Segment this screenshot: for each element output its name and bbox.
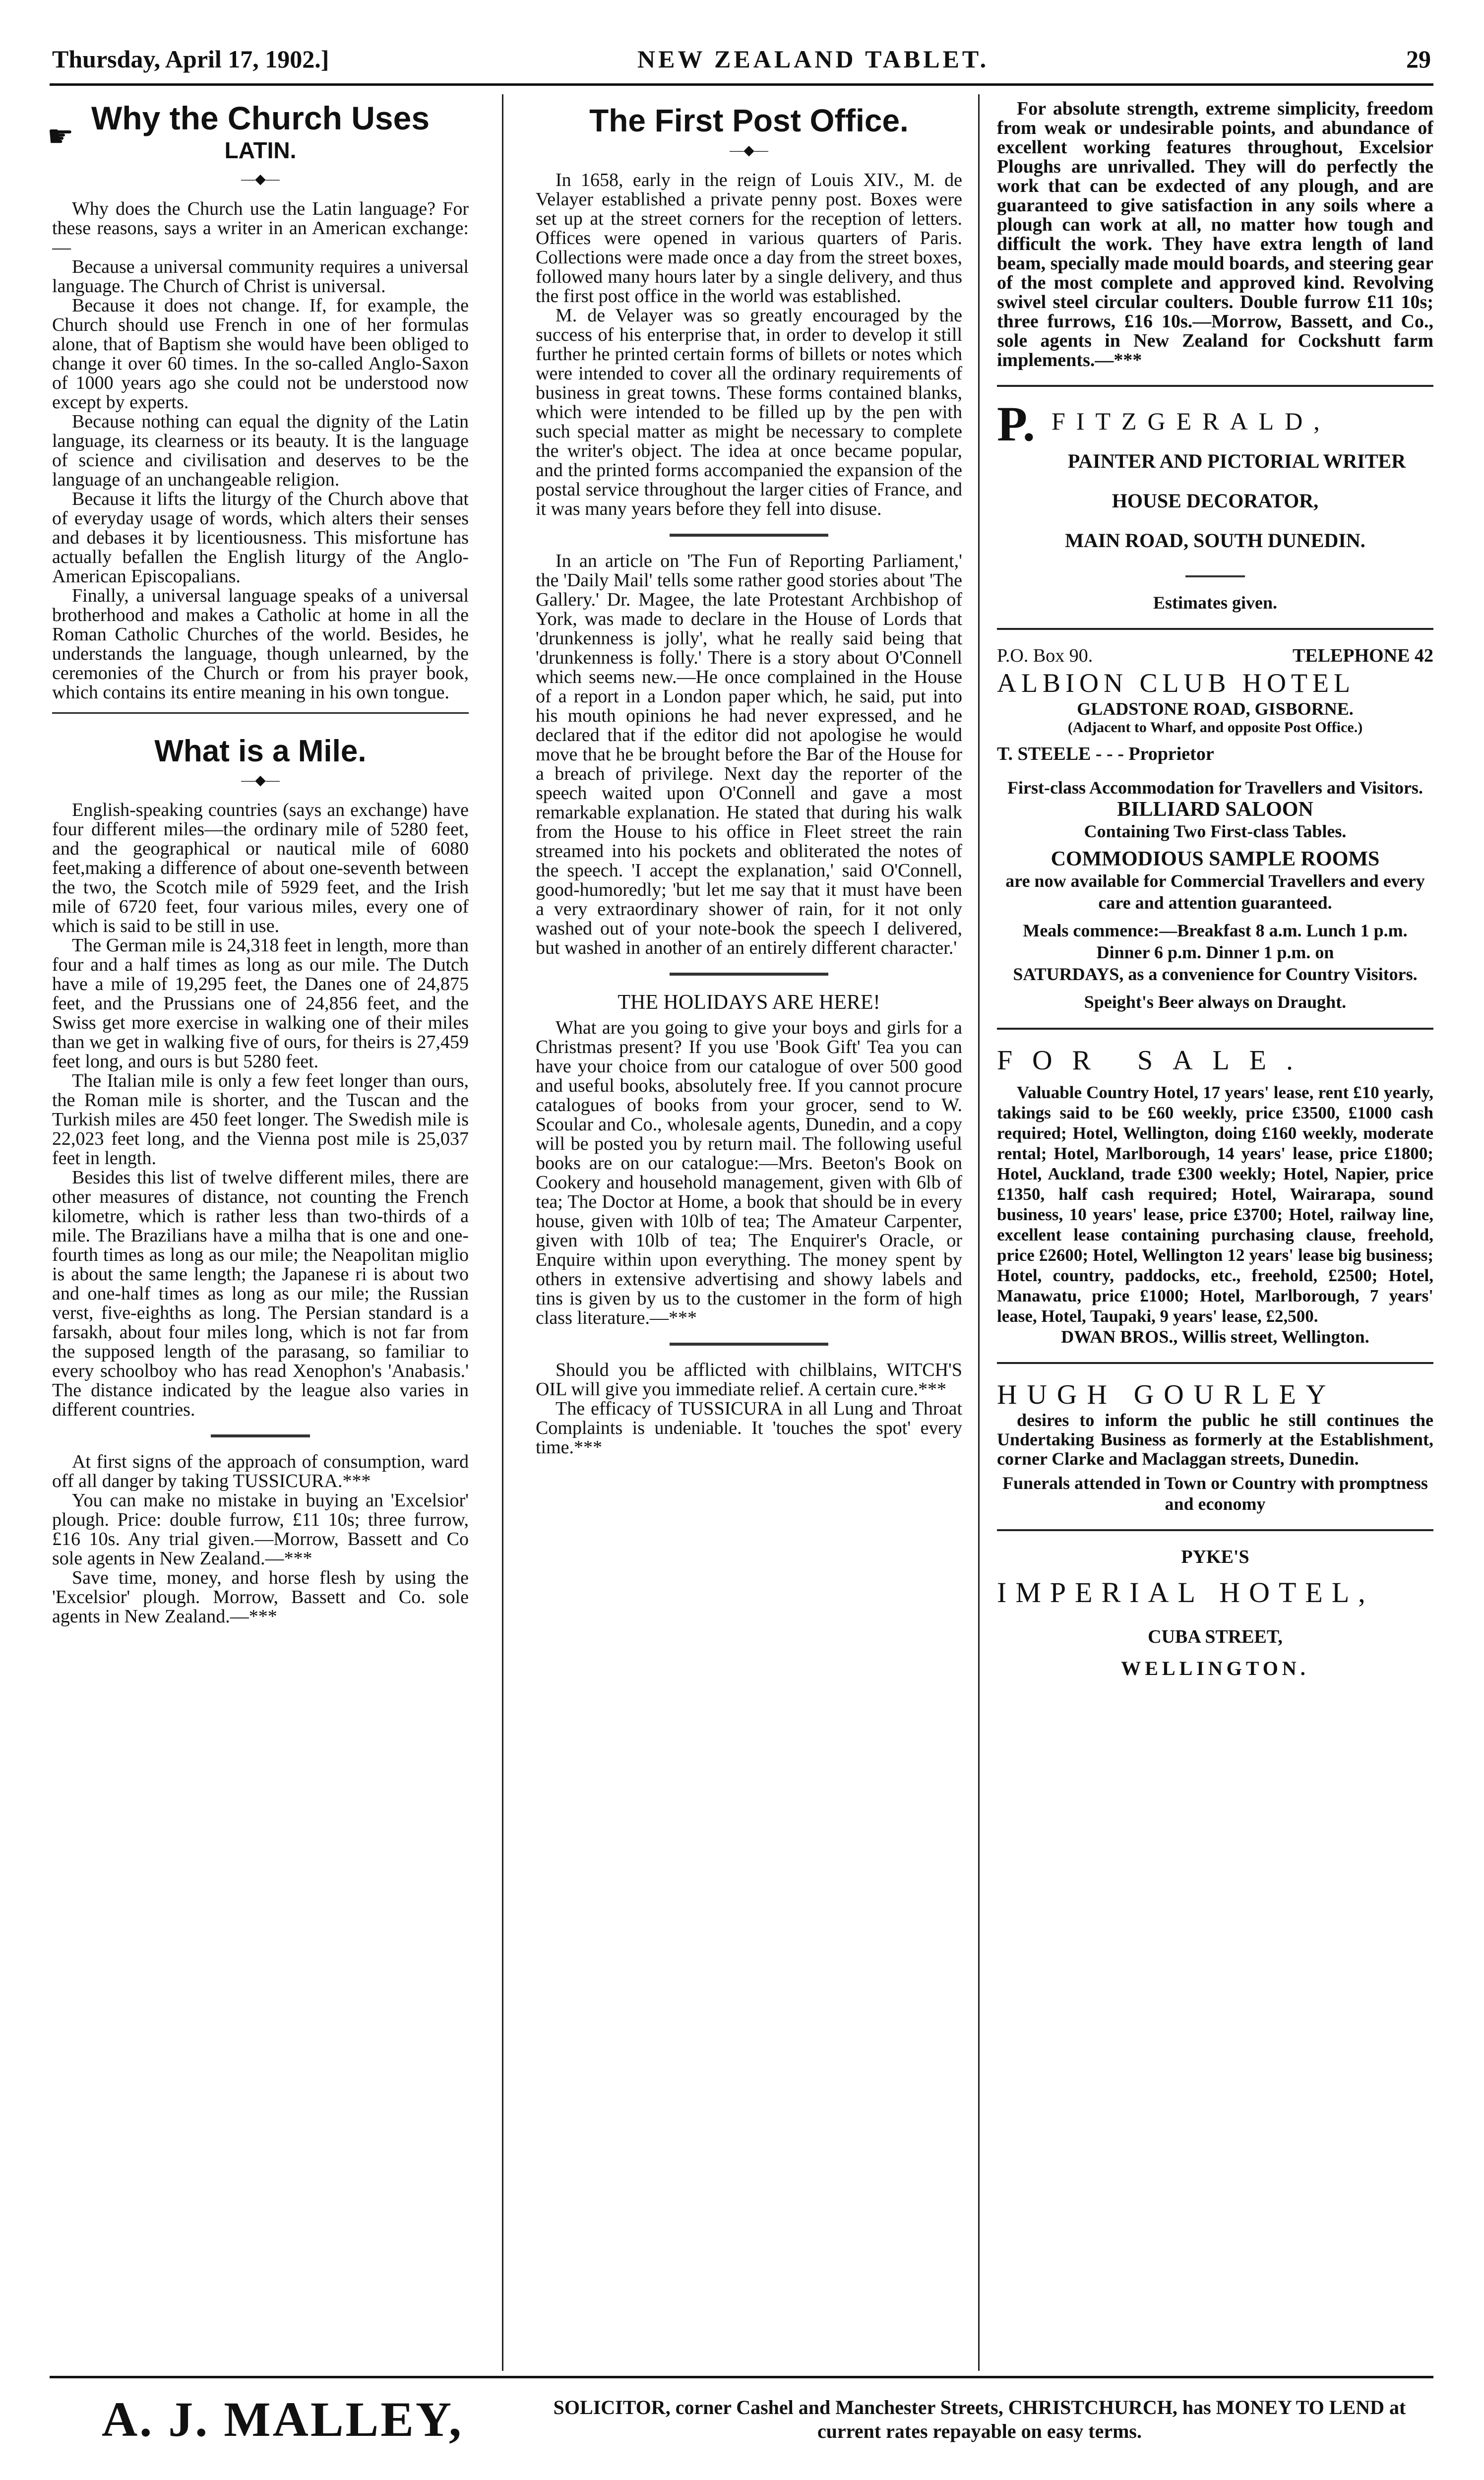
article-body-parliament xyxy=(536,552,962,958)
short-rule xyxy=(1185,575,1245,577)
paragraph: You can make no mistake in buying an 'Excelsior' plough. Price: double furrow, £11 10s; three furrow, £16 10s. Any trial given.—Morrow, Bassett and Co sole agents in New Zealand.—*** xyxy=(52,1490,469,1569)
article-title-mile: What is a Mile. xyxy=(154,734,367,768)
fitzgerald-heading xyxy=(997,396,1433,451)
paragraph: In 1658, early in the reign of Louis XIV., M. de Velayer established a private penny post. Boxes were set up at the street corners for the reception of letters. Offices were opened in various quarters of Paris. Collections were made once a day from the street boxes, followed many hours later by a single delivery, and thus the first post office in the world was established. xyxy=(536,170,962,307)
pyke-city: WELLINGTON. xyxy=(1121,1657,1309,1679)
holidays-body xyxy=(536,1018,962,1328)
article-body-post xyxy=(536,171,962,519)
fitzgerald-trade: HOUSE DECORATOR, xyxy=(1112,490,1319,512)
bottom-rule xyxy=(50,2376,1433,2378)
paragraph: In an article on 'The Fun of Reporting Parliament,' the 'Daily Mail' tells some rather good stories about 'The Gallery.' Dr. Magee, the late Protestant Archbishop of York, was made to declare in the House of Lords that 'drunkenness is jolly', what he really said being that 'drunkenness is folly.' There is a story about O'Connell which seems new.—He once complained in the House of a report in a London paper which, he said, put into his mouth opinions he had never expressed, and he declared that if the editor did not apologise he would move that he be brought before the Bar of the House for a breach of privilege. Next day the reporter of the speech waited upon O'Connell and gave a most remarkable explanation. He stated that during his walk from the House to his office in Fleet street the rain streamed into his pockets and obliterated the notes of the speech. 'I accept the explanation,' said O'Connell, good-humoredly; 'but let me say that it must have been a very extraordinary shower of rain, for it not only washed out of your note-book the speech I delivered, but washed in another of an entirely different character.' xyxy=(536,551,962,958)
column-middle xyxy=(536,99,962,2366)
paragraph: Finally, a universal language speaks of a universal brotherhood and makes a Catholic at home in all the Roman Catholic Churches of the world. Besides, he understands the language, though unlearned, by the ceremonies of the Church or from his prayer book, which contains its entire meaning in his own tongue. xyxy=(52,585,469,703)
column-left xyxy=(52,99,469,2366)
paper-title: NEW ZEALAND TABLET. xyxy=(637,45,989,73)
paragraph: What are you going to give your boys and girls for a Christmas present? If you use 'Book Gift' Tea you can have your choice from our catalogue of over 500 good and useful books, absolutely free. If you cannot procure catalogues of books from your grocer, send to W. Scoular and Co., wholesale agents, Dunedin, and a copy will be posted you by return mail. The following useful books are on our catalogue:—Mrs. Beeton's Book on Cookery and household management, given with 6lb of tea; The Doctor at Home, a book that should be in every house, given with 10lb of tea; The Amateur Carpenter, given with 10lb of tea; The Enquirer's Oracle, or Enquire within upon everything. The money spent by others in extensive advertising and showy labels and tins is given by us to the customer in the form of high class literature.—*** xyxy=(536,1017,962,1328)
paragraph: At first signs of the approach of consumption, ward off all danger by taking TUSSICURA.*** xyxy=(52,1451,469,1491)
paragraph: M. de Velayer was so greatly encouraged by the success of his enterprise that, in order to develop it still further he printed certain forms of billets or notes which were intended to cover all the ordinary requirements of business in great towns. These forms contained blanks, which were intended to be filled up by the pen with such special matter as might be necessary to complete the writer's object. The idea at once became popular, and the printed forms accompanied the expansion of the postal service throughout the larger cities of France, and it was many years before they fell into disuse. xyxy=(536,305,962,519)
gourley-name: HUGH GOURLEY xyxy=(997,1379,1336,1410)
paragraph: For absolute strength, extreme simplicity, freedom from weak or undesirable points, and abundance of excellent working features throughout, Excelsior Ploughs are unrivalled. They will do perfectly the work that can be exdected of any plough, and are guaranteed to give satisfaction in any soils where a plough can work at all, no matter how tough and difficult the work. They have extra length of land beam, specially made mould boards, and steering gear of the most complete and approved kind. Revolving swivel steel circular coulters. Double furrow £11 10s; three furrows, £16 10s.—Morrow, Bassett, and Co., sole agents in New Zealand for Cockshutt farm implements.—*** xyxy=(997,99,1433,371)
albion-advert xyxy=(997,628,1433,1013)
paragraph: Valuable Country Hotel, 17 years' lease, rent £10 yearly, takings said to be £60 weekly, price £3500, £1000 cash required; Hotel, Wellington, doing £160 weekly, moderate rental; Hotel, Marlborough, 14 years' lease, price £1800; Hotel, Auckland, trade £300 weekly; Hotel, Napier, price £1350, half cash required; Hotel, Wairarapa, sound business, 10 years' lease, price £3700; Hotel, railway line, excellent lease containing purchasing clause, freehold, price £2600; Hotel, Wellington 12 years' lease big business; Hotel, country, paddocks, etc., freehold, £2500; Hotel, Manawatu, price £1000; Hotel, Marlborough, 7 years' lease, Hotel, Taupaki, 9 years' lease, £2,500. xyxy=(997,1083,1433,1326)
paragraph: Besides this list of twelve different miles, there are other measures of distance, not counting the French kilometre, which is rather less than two-thirds of a mile. The Brazilians have a milha that is one and one-fourth times as long as our mile; the Neapolitan miglio is about the same length; the Japanese ri is about two and one-half times as long as our mile; the Russian verst, five-eighths as long. The Persian standard is a farsakh, about four miles long, which is not far from the supposed length of the parasang, so familiar to every schoolboy who has read Xenophon's 'Anabasis.' The distance indicated by the league also varies in different countries. xyxy=(52,1167,469,1420)
albion-line: COMMODIOUS SAMPLE ROOMS xyxy=(1051,848,1380,870)
paragraph: The Italian mile is only a few feet longer than ours, the Roman mile is shorter, and the Tuscan and the Turkish miles are 450 feet longer. The Swedish mile is 22,023 feet long, and the Vienna post mile is 25,037 feet in length. xyxy=(52,1070,469,1169)
albion-contact-row xyxy=(997,645,1433,668)
pyke-label: PYKE'S xyxy=(1181,1547,1249,1567)
page-number: 29 xyxy=(1406,45,1431,73)
short-rule xyxy=(670,973,828,976)
albion-telephone: TELEPHONE 42 xyxy=(1293,645,1433,666)
section-rule xyxy=(52,712,469,714)
for-sale-advert xyxy=(997,1028,1433,1347)
running-head xyxy=(52,45,1431,79)
albion-po-box: P.O. Box 90. xyxy=(997,645,1093,666)
holidays-title: THE HOLIDAYS ARE HERE! xyxy=(618,991,880,1014)
albion-line: Meals commence:—Breakfast 8 a.m. Lunch 1 p.m. Dinner 6 p.m. Dinner 1 p.m. on xyxy=(1023,921,1408,962)
chilblains-body xyxy=(536,1361,962,1457)
fitzgerald-name: FITZGERALD, xyxy=(1051,407,1331,435)
article-body-mile xyxy=(52,801,469,1420)
paragraph: Because a universal community requires a universal language. The Church of Christ is universal. xyxy=(52,256,469,297)
column-divider xyxy=(502,94,503,2371)
paragraph: Because it lifts the liturgy of the Church above that of everyday usage of words, which alters their senses and debases it by licentiousness. This misfortune has actually befallen the English liturgy of the Anglo-American Episcopalians. xyxy=(52,489,469,587)
paragraph: desires to inform the public he still continues the Undertaking Business as formerly at the Establishment, corner Clarke and Maclaggan streets, Dunedin. xyxy=(997,1410,1433,1469)
fitzgerald-address: MAIN ROAD, SOUTH DUNEDIN. xyxy=(1065,529,1365,552)
gourley-funerals: Funerals attended in Town or Country with promptness and economy xyxy=(1002,1473,1428,1514)
short-rule xyxy=(670,534,828,537)
pyke-advert xyxy=(997,1529,1433,1680)
pyke-hotel-name: IMPERIAL HOTEL, xyxy=(997,1576,1374,1609)
malley-name: A. J. MALLEY, xyxy=(102,2392,463,2447)
albion-line: SATURDAYS, as a convenience for Country Visitors. xyxy=(1013,964,1418,984)
for-sale-title: FOR SALE. xyxy=(997,1045,1313,1076)
gourley-body xyxy=(997,1411,1433,1469)
ornament-divider: —◆— xyxy=(241,172,280,187)
fitzgerald-initial: P. xyxy=(997,396,1035,451)
short-rule xyxy=(211,1434,310,1437)
paragraph: Should you be afflicted with chilblains, WITCH'S OIL will give you immediate relief. A certain cure.*** xyxy=(536,1360,962,1400)
paragraph: Save time, money, and horse flesh by using the 'Excelsior' plough. Morrow, Bassett and Co. sole agents in New Zealand.—*** xyxy=(52,1567,469,1627)
albion-adjacent: (Adjacent to Wharf, and opposite Post Office.) xyxy=(1067,719,1363,736)
albion-line: Containing Two First-class Tables. xyxy=(1084,821,1347,841)
ads-left xyxy=(52,1452,469,1626)
article-title-post: The First Post Office. xyxy=(589,103,909,138)
paragraph: English-speaking countries (says an exchange) have four different miles—the ordinary mile of 5280 feet, and the geographical or nautical mile of 6080 feet,making a difference of about one-seventh between the two, the Scotch mile of 5929 feet, and the Irish mile of 6720 feet, four various miles, every one of which is said to be still in use. xyxy=(52,800,469,936)
fitzgerald-advert xyxy=(997,385,1433,613)
paragraph: Why does the Church use the Latin language? For these reasons, says a writer in an American exchange:— xyxy=(52,198,469,258)
article-title-church: Why the Church Uses xyxy=(91,100,430,136)
plough-advert xyxy=(997,99,1433,370)
albion-details xyxy=(997,777,1433,1013)
article-subtitle-church: LATIN. xyxy=(224,137,297,163)
albion-proprietor: T. STEELE - - - Proprietor xyxy=(997,744,1214,764)
paragraph: The efficacy of TUSSICURA in all Lung and Throat Complaints is undeniable. It 'touches the spot' every time.*** xyxy=(536,1398,962,1458)
albion-line: Speight's Beer always on Draught. xyxy=(1084,992,1347,1012)
fitzgerald-lines xyxy=(997,441,1433,560)
paragraph: The German mile is 24,318 feet in length, more than four and a half times as long as our mile. The Dutch have a mile of 19,295 feet, the Danes one of 24,875 feet, and the Prussians one of 24,856 feet, and the Swiss get more exercise in walking one of their miles than we get in walking five of ours, for theirs is 27,459 feet long, and ours is but 5280 feet. xyxy=(52,935,469,1072)
for-sale-body xyxy=(997,1082,1433,1326)
albion-hotel-name: ALBION CLUB HOTEL xyxy=(997,668,1355,698)
malley-text: SOLICITOR, corner Cashel and Manchester Streets, CHRISTCHURCH, has MONEY TO LEND at current rates repayable on easy terms. xyxy=(553,2396,1406,2442)
for-sale-signature: DWAN BROS., Willis street, Wellington. xyxy=(1061,1327,1369,1347)
column-divider xyxy=(978,94,980,2371)
gourley-advert xyxy=(997,1362,1433,1514)
fitzgerald-trade: PAINTER AND PICTORIAL WRITER xyxy=(1067,450,1406,472)
pointing-hand-icon: ☛ xyxy=(47,120,74,153)
fitzgerald-estimates: Estimates given. xyxy=(1153,593,1277,613)
paragraph: Because nothing can equal the dignity of the Latin language, its clearness or its beauty. It is the language of science and civilisation and deserves to be the language of an unchangeable religion. xyxy=(52,411,469,490)
ornament-divider: —◆— xyxy=(241,773,280,788)
paragraph: Because it does not change. If, for example, the Church should use French in one of her formulas alone, that of Baptism she would have been obliged to change it over 60 times. In the so-called Anglo-Saxon of 1000 years ago she could not be understood now except by experts. xyxy=(52,295,469,413)
pyke-street: CUBA STREET, xyxy=(1148,1626,1283,1647)
top-rule xyxy=(50,83,1433,86)
column-right xyxy=(997,99,1433,2366)
albion-line: are now available for Commercial Travellers and every care and attention guaranteed. xyxy=(1005,871,1425,913)
albion-road: GLADSTONE ROAD, GISBORNE. xyxy=(1077,699,1354,719)
short-rule xyxy=(670,1343,828,1346)
albion-line: First-class Accommodation for Travellers and Visitors. xyxy=(1007,778,1423,798)
albion-line: BILLIARD SALOON xyxy=(1117,798,1313,821)
article-body-church xyxy=(52,199,469,702)
issue-date: Thursday, April 17, 1902.] xyxy=(52,45,329,73)
ornament-divider: —◆— xyxy=(730,143,768,158)
